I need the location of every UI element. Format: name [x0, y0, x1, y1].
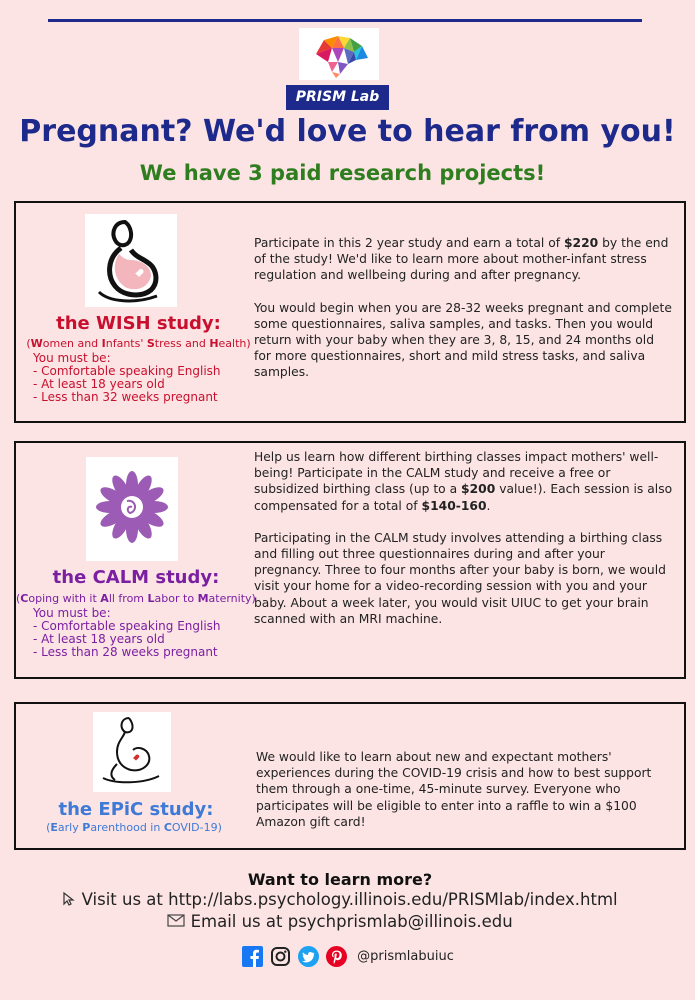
instagram-icon[interactable] [269, 945, 291, 967]
requirement-item: - At least 18 years old [33, 377, 165, 391]
purple-flower-icon [86, 457, 178, 561]
pregnant-silhouette-icon [85, 214, 177, 307]
calm-study-fullname: (Coping with it All from Labor to Maternity) [16, 592, 256, 605]
wish-study-fullname: (Women and Infants' Stress and Health) [26, 337, 251, 350]
email-line [0, 912, 680, 931]
visit-link[interactable]: Visit us at http://labs.psychology.illinois.edu/PRISMlab/index.html [81, 890, 618, 909]
pregnant-line-art-icon [93, 712, 171, 792]
requirements-heading: You must be: [33, 351, 111, 365]
visit-line [0, 890, 680, 909]
requirement-item: - Less than 32 weeks pregnant [33, 390, 218, 404]
wish-description [254, 235, 674, 381]
learn-more-heading: Want to learn more? [247, 870, 433, 889]
epic-study-title: the EPiC study: [58, 799, 214, 820]
calm-desc-p2: Participating in the CALM study involves attending a birthing class and filling out three questionnaires during and after your pregnancy. Three to four months after your baby is born, we would visit your home for a video-recording session with you and your baby. About a week later, you would visit UIUC to get your brain scanned with an MRI machine. [254, 530, 666, 626]
page-headline: Pregnant? We'd love to hear from you! [19, 114, 676, 149]
email-link[interactable]: Email us at psychprismlab@illinois.edu [190, 912, 513, 931]
wish-requirements [33, 352, 221, 404]
pinterest-icon[interactable] [325, 945, 347, 967]
wish-study-title: the WISH study: [56, 313, 221, 334]
epic-description: We would like to learn about new and expectant mothers' experiences during the COVID-19 crisis and how to best support them through a one-time, 45-minute survey. Everyone who participates will be eligible to enter into a raffle to win a $100 Amazon gift card! [256, 750, 652, 829]
wish-desc-p2: You would begin when you are 28-32 weeks pregnant and complete some questionnaires, saliva samples, and tasks. Then you would return with your baby when they are 3, 8, 15, and 24 months old for more questionnaires, short and mild stress tasks, and saliva samples. [254, 300, 672, 380]
calm-description [254, 449, 676, 627]
wish-study-card [14, 201, 686, 423]
epic-study-card [14, 702, 686, 850]
cursor-icon [62, 890, 81, 909]
epic-study-fullname: (Early Parenthood in COVID-19) [46, 821, 222, 834]
brain-logo-icon [299, 28, 379, 80]
calm-requirements [33, 607, 221, 659]
requirement-item: - Comfortable speaking English [33, 364, 221, 378]
social-links [0, 945, 695, 967]
wish-desc-p1: Participate in this 2 year study and earn a total of $220 by the end of the study! We'd like to learn more about mother-infant stress regulation and wellbeing during and after pregnancy. [254, 236, 669, 283]
envelope-icon [167, 912, 190, 931]
calm-desc-p1: Help us learn how different birthing classes impact mothers' well-being! Participate in the CALM study and receive a free or subsidized birthing class (up to a $200 value!). Each session is also compensated for a total of $140-160. [254, 450, 673, 513]
page-subheadline: We have 3 paid research projects! [139, 161, 546, 185]
lab-name-badge: PRISM Lab [286, 85, 389, 110]
calm-study-card [14, 441, 686, 679]
social-handle: @prismlabuiuc [357, 948, 454, 964]
requirements-heading: You must be: [33, 606, 111, 620]
requirement-item: - At least 18 years old [33, 632, 165, 646]
twitter-icon[interactable] [297, 945, 319, 967]
top-rule [48, 19, 642, 22]
calm-study-title: the CALM study: [52, 567, 220, 588]
requirement-item: - Comfortable speaking English [33, 619, 221, 633]
requirement-item: - Less than 28 weeks pregnant [33, 645, 218, 659]
facebook-icon[interactable] [241, 945, 263, 967]
